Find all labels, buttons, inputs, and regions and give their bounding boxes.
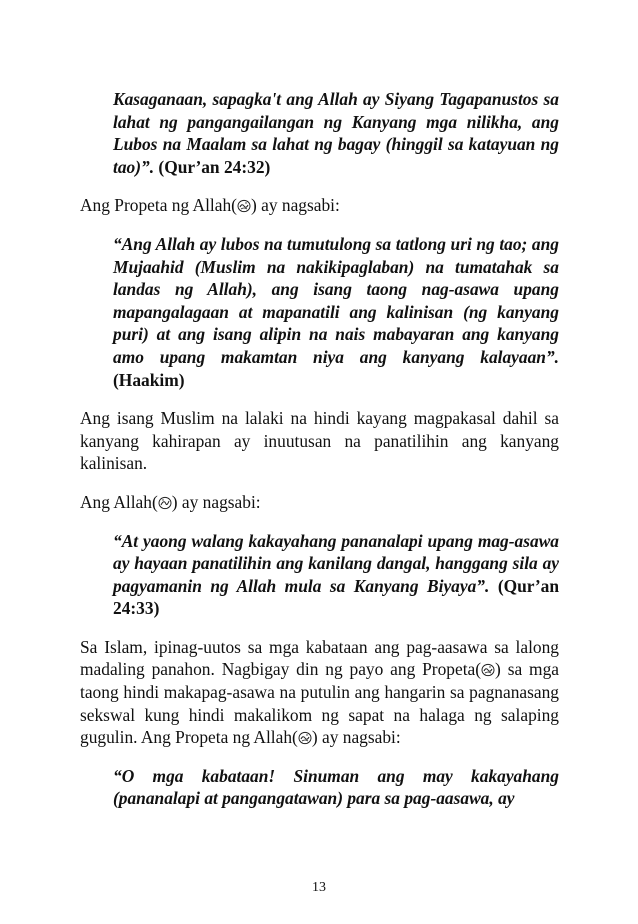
arabic-glorification-seal-icon <box>158 496 172 510</box>
paragraph-text: ) sa mga taong hindi makapag-asawa na putulin ang hangarin sa pagnanasang sekswal kung hindi makalikom ng sapat na halaga ng salaping gugulin. Ang Propeta ng Allah( <box>80 659 559 748</box>
paragraph-text: ) ay nagsabi: <box>171 491 261 512</box>
quote-text: “O mga kabataan! Sinuman ang may kakayahang (pananalapi at pangangatawan) para sa pag-aasawa, ay <box>113 765 559 809</box>
paragraph-text: Sa Islam, ipinag-uutos sa mga kabataan ang pag-aasawa sa lalong madaling panahon. Nagbigay din ng payo ang Propeta( <box>80 636 559 680</box>
paragraph <box>80 407 559 475</box>
arabic-honorific-seal-icon <box>298 731 312 745</box>
quote-text: “Ang Allah ay lubos na tumutulong sa tatlong uri ng tao; ang Mujaahid (Muslim na nakikipaglaban) na tumatahak sa landas ng Allah), ang isang taong nag-asawa upang mapangalagaan at mapanatili ang kalinisan (ng kanyang puri) at ang isang alipin na nais mabayaran ang kanyang amo upang makamtan niya ang kanyang kalayaan”. <box>113 233 559 367</box>
quote-text: Kasaganaan, sapagka't ang Allah ay Siyang Tagapanustos sa lahat ng pangangailangan ng Kanyang mga nilikha, ang Lubos na Maalam sa lahat ng bagay (hinggil sa katayuan ng tao)”. <box>113 89 559 177</box>
page-body <box>80 88 559 826</box>
paragraph-text: Ang Propeta ng Allah( <box>80 195 237 216</box>
quote-text: “At yaong walang kakayahang pananalapi upang mag-asawa ay hayaan panatilihin ang kanilang dangal, hanggang sila ay pagyamanin ng Allah mula sa Kanyang Biyaya”. <box>113 530 559 596</box>
quote-block <box>113 765 559 810</box>
paragraph-text: ) ay nagsabi: <box>250 195 340 216</box>
arabic-honorific-seal-icon <box>237 199 251 213</box>
quote-reference: (Qur’an 24:33) <box>113 575 559 619</box>
paragraph <box>80 194 559 217</box>
quote-reference: (Haakim) <box>113 369 185 390</box>
paragraph <box>80 491 559 514</box>
quote-block <box>113 233 559 391</box>
paragraph-text: ) ay nagsabi: <box>311 727 401 748</box>
quote-block <box>113 88 559 178</box>
paragraph-text: Ang Allah( <box>80 491 158 512</box>
quote-reference: (Qur’an 24:32) <box>158 156 271 177</box>
paragraph-text: Ang isang Muslim na lalaki na hindi kayang magpakasal dahil sa kanyang kahirapan ay inuutusan na panatilihin ang kanyang kalinisan. <box>80 408 559 474</box>
arabic-honorific-seal-icon <box>481 663 495 677</box>
page-number: 13 <box>312 880 326 895</box>
paragraph <box>80 636 559 749</box>
quote-block <box>113 530 559 620</box>
